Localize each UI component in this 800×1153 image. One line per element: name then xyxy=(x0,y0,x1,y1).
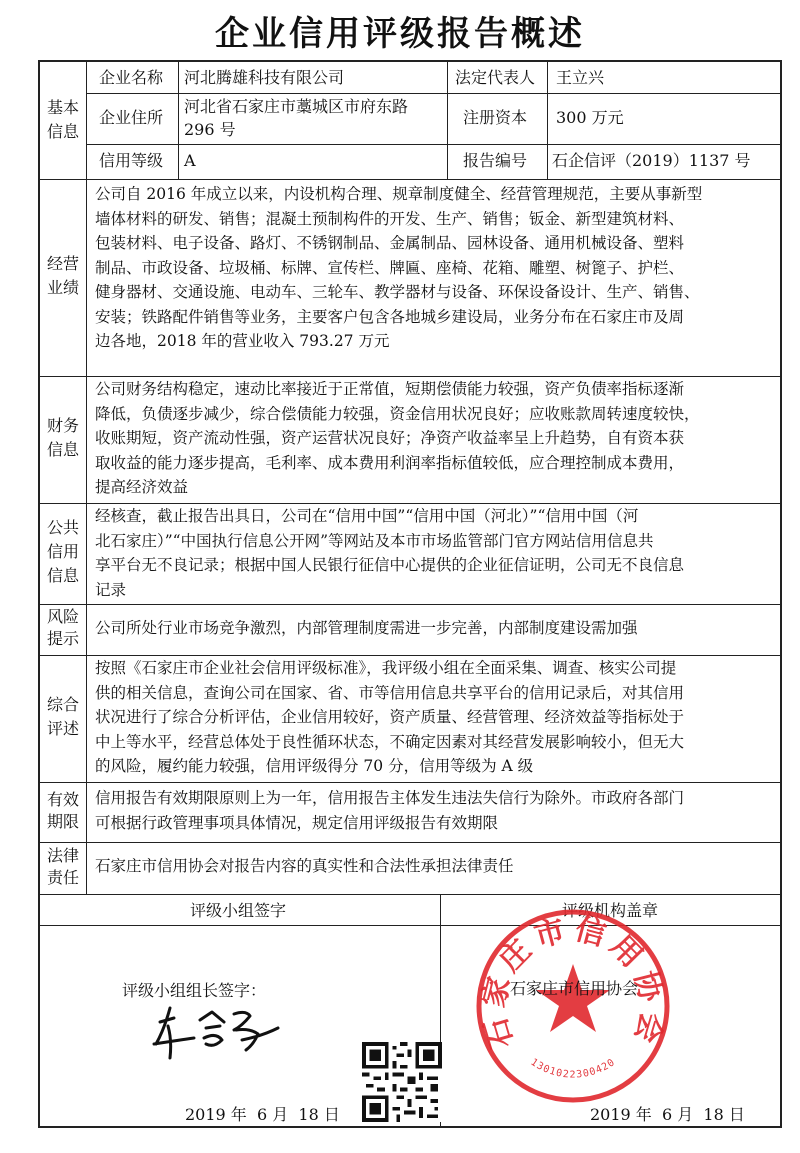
overall-label xyxy=(40,654,86,780)
label-line: 责任 xyxy=(46,867,79,887)
text-line: 包装材料、电子设备、路灯、不锈钢制品、金属制品、园林设备、通用机械设备、塑料 xyxy=(95,234,685,252)
legal-rep-value: 王立兴 xyxy=(556,67,605,87)
handwritten-signature xyxy=(150,1000,290,1070)
capital-value: 300 万元 xyxy=(556,108,624,127)
text-line: 的风险，履约能力较强，信用评级得分 70 分，信用等级为 A 级 xyxy=(95,757,534,775)
label-line: 信息 xyxy=(46,440,79,459)
label-line: 公共 xyxy=(46,518,79,537)
business-text xyxy=(95,182,775,354)
seal-code: 1301022300420 xyxy=(528,1056,618,1081)
label-line: 信息 xyxy=(46,121,79,141)
text-line: 健身器材、交通设施、电动车、三轮车、教学器材与设备、环保设备设计、生产、销售、 xyxy=(95,283,700,301)
capital-label: 注册资本 xyxy=(462,108,527,127)
public-credit-label xyxy=(40,502,86,602)
text-line: 边各地，2018 年的营业收入 793.27 万元 xyxy=(95,332,390,350)
label-line: 风险 xyxy=(46,607,79,626)
risk-text: 公司所处行业市场竞争激烈，内部管理制度需进一步完善，内部制度建设需加强 xyxy=(95,618,638,637)
label-line: 基本 xyxy=(46,97,79,117)
text-line: 信用报告有效期限原则上为一年，信用报告主体发生违法失信行为除外。市政府各部门 xyxy=(95,789,685,807)
label-line: 经营 xyxy=(46,254,79,273)
label-line: 有效 xyxy=(46,789,79,809)
text-line: 提高经济效益 xyxy=(95,478,189,496)
text-line: 收账期短，资产流动性强，资产运营状况良好；净资产收益率呈上升趋势，自有资本获 xyxy=(95,429,685,447)
text-line: 公司自 2016 年成立以来，内设机构合理、规章制度健全、经营管理规范，主要从事新型 xyxy=(95,185,703,203)
label-line: 信息 xyxy=(46,566,79,585)
label-line: 期限 xyxy=(46,811,79,831)
finance-text xyxy=(95,377,775,500)
text-line: 供的相关信息，查询公司在国家、省、市等信用信息共享平台的信用记录后，对其信用 xyxy=(95,683,685,702)
label-line: 法律 xyxy=(46,845,79,865)
address-label: 企业住所 xyxy=(98,108,163,127)
risk-label xyxy=(40,603,86,653)
org-name: 石家庄市信用协会 xyxy=(509,979,638,998)
text-line: 中上等水平，经营总体处于良性循环状态，不确定因素对其经营发展影响较小，但无大 xyxy=(95,732,685,751)
credit-grade-label: 信用等级 xyxy=(98,150,163,170)
basic-info-label xyxy=(40,62,86,177)
legal-rep-label: 法定代表人 xyxy=(454,67,535,87)
text-line: 可根据行政管理事项具体情况，规定信用评级报告有效期限 xyxy=(95,813,499,832)
validity-label xyxy=(40,781,86,840)
text-line: 安装；铁路配件销售等业务，主要客户包含各地城乡建设局，业务分布在石家庄市及周 xyxy=(95,307,685,326)
report-no-value: 石企信评（2019）1137 号 xyxy=(552,150,751,170)
leader-sign-label: 评级小组组长签字： xyxy=(122,981,267,1000)
label-line: 财务 xyxy=(46,416,79,435)
text-line: 制品、市政设备、垃圾桶、标牌、宣传栏、牌匾、座椅、花箱、雕塑、树篦子、护栏、 xyxy=(95,258,685,277)
seal-text: 石家庄市信用协会 xyxy=(476,911,670,1053)
legal-text: 石家庄市信用协会对报告内容的真实性和合法性承担法律责任 xyxy=(95,857,514,875)
text-line: 公司财务结构稳定，速动比率接近于正常值，短期偿债能力较强，资产负债率指标逐渐 xyxy=(95,380,685,398)
address-value xyxy=(184,92,444,143)
text-line: 取收益的能力逐步提高，毛利率、成本费用利润率指标值较低，应合理控制成本费用， xyxy=(95,453,685,472)
text-line: 记录 xyxy=(95,580,127,599)
label-line: 综合 xyxy=(46,695,79,714)
address-line-1: 河北省石家庄市藁城区市府东路 xyxy=(184,96,409,116)
text-line: 经核查，截止报告出具日，公司在“信用中国”“信用中国（河北）”“信用中国（河 xyxy=(95,507,639,525)
qr-code xyxy=(362,1042,442,1122)
address-line-2: 296 号 xyxy=(184,119,236,139)
report-no-label: 报告编号 xyxy=(462,150,527,170)
overall-text xyxy=(95,656,775,779)
company-name-label: 企业名称 xyxy=(98,67,163,87)
text-line: 状况进行了综合分析评估，企业信用较好，资产质量、经营管理、经济效益等指标处于 xyxy=(95,708,685,726)
credit-grade-value: A xyxy=(184,150,196,170)
left-signature-header: 评级小组签字 xyxy=(189,901,286,920)
label-line: 提示 xyxy=(46,629,79,648)
text-line: 降低，负债逐步减少，综合偿债能力较强，资金信用状况良好；应收账款周转速度较快， xyxy=(95,404,700,423)
label-line: 信用 xyxy=(46,542,79,561)
public-credit-text xyxy=(95,504,775,602)
right-signature-header: 评级机构盖章 xyxy=(561,901,658,920)
text-line: 按照《石家庄市企业社会信用评级标准》，我评级小组在全面采集、调查、核实公司提 xyxy=(95,659,677,677)
business-label xyxy=(40,178,86,374)
official-seal xyxy=(473,906,673,1106)
svg-text:1301022300420 xyxy=(528,1057,617,1081)
page-title: 企业信用评级报告概述 xyxy=(215,14,585,54)
company-name-value: 河北腾雄科技有限公司 xyxy=(184,67,345,87)
legal-label xyxy=(40,841,86,892)
finance-label xyxy=(40,375,86,501)
left-date: 2019 年 6 月 18 日 xyxy=(185,1105,340,1124)
text-line: 享平台无不良记录；根据中国人民银行征信中心提供的企业征信证明，公司无不良信息 xyxy=(95,556,685,574)
text-line: 墙体材料的研发、销售；混凝土预制构件的开发、生产、销售；钣金、新型建筑材料、 xyxy=(95,209,685,228)
label-line: 评述 xyxy=(46,719,79,738)
label-line: 业绩 xyxy=(46,278,79,297)
text-line: 北石家庄）”“中国执行信息公开网”等网站及本市市场监管部门官方网站信用信息共 xyxy=(95,531,654,550)
validity-text xyxy=(95,786,775,835)
right-date: 2019 年 6 月 18 日 xyxy=(590,1105,745,1124)
